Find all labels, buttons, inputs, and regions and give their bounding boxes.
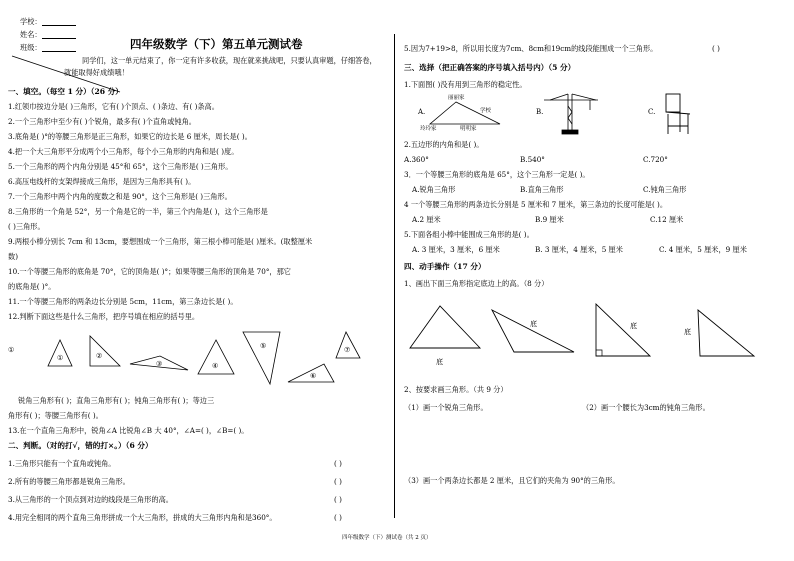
s1-q11: 11.一个等腰三角形的两条边长分别是 5cm，11cm，第三条边长是( )。 [8,297,238,306]
name-label: 姓名： [20,30,42,39]
shape-label-5: ⑤ [260,342,267,350]
section4-heading: 四、动手操作（17 分） [404,262,486,271]
s3-q2: 2.五边形的内角和是( )。 [404,140,484,149]
page-title: 四年级数学（下）第五单元测试卷 [130,37,303,51]
s2-paren-4: ( ) [334,513,342,522]
s1-q9a: 9.两根小棒分别长 7cm 和 13cm，要想围成一个三角形，第三根小棒可能是( )厘米。(取整厘米 [8,237,313,246]
base-label-3: 底 [630,322,637,330]
section2-heading: 二、判断。（对的打√，错的打×。）（6 分） [8,441,153,450]
crane-icon [544,94,598,134]
base-label-4: 底 [684,328,691,336]
s1-q10b: 的底角是( )°。 [8,282,56,291]
s2-item-3: 3.从三角形的一个顶点到对边的线段是三角形的高。 [8,495,173,504]
draw-triangle-1 [410,306,480,348]
s3-q2-opt-a: A.360° [404,155,429,164]
s3-q3-opt-c: C.钝角三角形 [643,185,687,194]
s1-q9b: 数) [8,252,18,261]
s3-q5-opt-c: C. 4 厘米，5 厘米，9 厘米 [659,245,747,254]
s1-q12-answers-1: 锐角三角形有( )；直角三角形有( )；钝角三角形有( )；等边三 [18,396,215,405]
s4-q1: 1、画出下面三角形指定底边上的高。（8 分） [404,279,549,288]
shape-label-2: ② [96,352,103,360]
s3-img-c-label: C. [648,108,656,116]
s3-q5: 5.下面各组小棒中能围成三角形的是( )。 [404,230,534,239]
section1-heading: 一、填空。（每空 1 分）（26 分） [8,87,123,96]
class-label: 班级： [20,43,42,52]
s3-img-house: 丽丽家 [448,95,465,101]
s3-img-a-label: A. [418,108,426,116]
s3-q1: 1.下面图( )没有用到三角形的稳定性。 [404,80,527,89]
shape-label-1: ① [8,346,15,354]
column-divider [394,34,395,518]
s3-q5-opt-a: A. 3 厘米，3 厘米，6 厘米 [412,245,500,254]
s3-q4-opt-c: C.12 厘米 [650,215,684,224]
shape-label-4: ④ [212,362,219,370]
s3-q4-opt-b: B.9 厘米 [535,215,564,224]
s4-q2: 2、按要求画三角形。（共 9 分） [404,385,508,394]
s3-q4-opt-a: A.2 厘米 [412,215,441,224]
s1-q4: 4.把一个大三角形平分成两个小三角形，每个小三角形的内角和是( )度。 [8,147,239,156]
s1-q10a: 10.一个等腰三角形的底角是 70°，它的顶角是( )°；如果等腰三角形的顶角是 70°，那它 [8,267,291,276]
s4-q2c: （3）画一个两条边长都是 2 厘米，且它们的夹角为 90°的三角形。 [404,476,620,485]
s3-q3-opt-b: B.直角三角形 [520,185,564,194]
base-label-2: 底 [530,320,537,328]
s1-q13: 13.在一个直角三角形中，锐角∠A 比锐角∠B 大 40°，∠A=( )，∠B=( )。 [8,426,249,435]
base-label-1: 底 [436,358,443,366]
triangle-2 [90,336,120,366]
s1-q1: 1.红领巾按边分是( )三角形，它有( )个顶点、( )条边、有( )条高。 [8,102,219,111]
right-angle-mark [596,350,602,356]
s2-item-1: 1.三角形只能有一个直角或钝角。 [8,459,116,468]
chair-icon [666,94,690,134]
s3-q3-opt-a: A.锐角三角形 [412,185,456,194]
s1-q8b: ( )三角形。 [8,222,45,231]
s4-q1-triangles [404,300,794,372]
shape-label-7: ⑦ [344,346,351,354]
s2-paren-3: ( ) [334,495,342,504]
s1-q12: 12.判断下面这些是什么三角形，把序号填在相应的括号里。 [8,312,200,321]
draw-triangle-3 [596,304,650,356]
draw-triangle-2 [492,310,574,352]
s3-img-school: 学校 [480,108,492,114]
s3-img-b-label: B. [536,108,544,116]
draw-triangle-4 [698,310,754,356]
s3-q1-images [404,92,784,138]
school-label: 学校： [20,17,42,26]
s4-q2b: （2）画一个腰长为3cm的钝角三角形。 [582,403,710,412]
shape-label-6: ⑥ [310,372,317,380]
triangle-1 [48,340,72,366]
s3-q2-opt-c: C.720° [643,155,668,164]
r-q5-paren: ( ) [712,44,720,53]
section3-heading: 三、选择（把正确答案的序号填入括号内）（5 分） [404,63,576,72]
triangle-7 [336,332,360,358]
s1-q5: 5.一个三角形的两个内角分别是 45°和 65°，这个三角形是( )三角形。 [8,162,233,171]
s1-q7: 7.一个三角形中两个内角的度数之和是 90°，这个三角形是( )三角形。 [8,192,232,201]
s1-q6: 6.高压电线杆的支架焊接成三角形，是因为三角形具有( )。 [8,177,196,186]
shape-label-1b: ① [57,354,64,362]
s1-q12-answers-2: 角形有( )；等腰三角形有( )。 [8,411,103,420]
s2-paren-2: ( ) [334,477,342,486]
s3-q4: 4 一个等腰三角形的两条边长分别是 5 厘米和 7 厘米，第三条边的长度可能是( )。 [404,200,668,209]
s3-q3: 3．一个等腰三角形的底角是 65°，这个三角形一定是( )。 [404,170,590,179]
s1-q3: 3.底角是( )°的等腰三角形是正三角形，如果它的边长是 6 厘米，周长是( )。 [8,132,252,141]
s3-q5-opt-b: B. 3 厘米，4 厘米，5 厘米 [535,245,623,254]
s3-img-right: 明明家 [460,126,477,132]
s1-q2: 2.一个三角形中至少有( )个锐角，最多有( )个直角或钝角。 [8,117,196,126]
triangle-shapes [8,328,398,388]
intro-line-2: 就能取得好成绩哦！ [64,68,129,77]
s3-img-left: 玲玲家 [420,126,437,132]
s4-q2a: （1）画一个锐角三角形。 [404,403,488,412]
r-q5: 5.因为7+19>8，所以用长度为7cm、8cm和19cm的线段能围成一个三角形。 [404,44,658,53]
s2-item-2: 2.所有的等腰三角形都是锐角三角形。 [8,477,130,486]
shape-label-3: ③ [156,360,163,368]
s2-paren-1: ( ) [334,459,342,468]
s3-q2-opt-b: B.540° [520,155,545,164]
intro-line-1: 同学们，这一单元结束了，你一定有许多收获，现在就来挑战吧，只要认真审题，仔细答卷， [82,56,377,65]
page-footer: 四年级数学（下）测试卷（共 2 页） [342,535,432,541]
s2-item-4: 4.用完全相同的两个直角三角形拼成一个大三角形，拼成的大三角形内角和是360°。 [8,513,277,522]
triangle-5 [243,332,280,384]
s1-q8a: 8.三角形的一个角是 52°，另一个角是它的一半，第三个内角是( )，这个三角形是 [8,207,268,216]
